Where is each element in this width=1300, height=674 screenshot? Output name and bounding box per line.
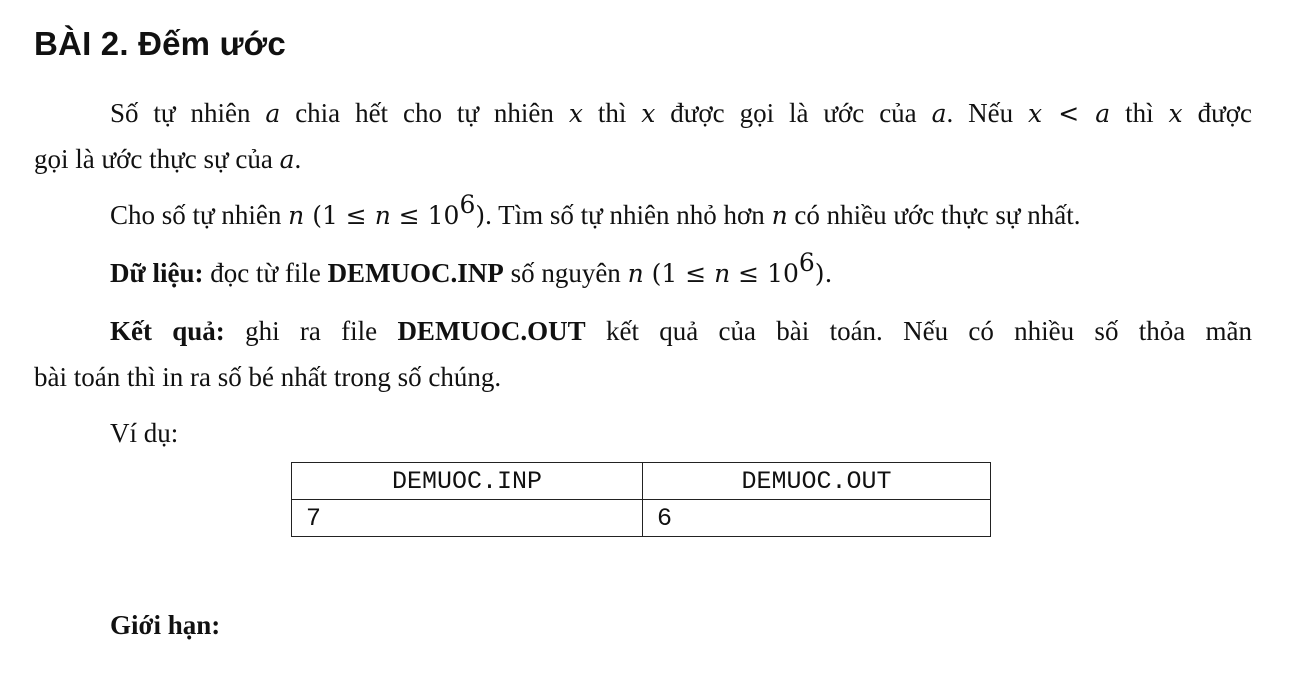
math-constraint: ) — [475, 201, 486, 230]
text: . Tìm số tự nhiên nhỏ hơn — [485, 200, 772, 230]
table-header-row — [292, 463, 991, 500]
definition-line-2 — [34, 134, 301, 185]
text: . — [294, 144, 302, 174]
math-var: n — [714, 259, 731, 288]
output-filename: DEMUOC.OUT — [397, 316, 586, 346]
table-header-output: DEMUOC.OUT — [643, 463, 991, 500]
text: Số tự nhiên — [110, 98, 266, 128]
math-var: n — [288, 201, 305, 230]
math-constraint: (1 ≤ — [304, 201, 375, 230]
math-var: x — [641, 99, 656, 128]
example-label: Ví dụ: — [110, 418, 179, 448]
math-exponent: 6 — [459, 190, 476, 219]
math-var: n — [771, 201, 788, 230]
math-var: x — [1168, 99, 1183, 128]
definition-line-1 — [110, 88, 1252, 139]
text: được gọi là ước của — [655, 98, 932, 128]
output-spec-line-1 — [110, 306, 1252, 356]
text: chia hết cho tự nhiên — [280, 98, 569, 128]
limits-heading — [110, 600, 220, 650]
output-spec-line-2: bài toán thì in ra số bé nhất trong số chúng. — [34, 362, 502, 392]
table-cell-output: 6 — [643, 500, 991, 537]
task-statement — [110, 190, 1081, 241]
text: Cho số tự nhiên — [110, 200, 289, 230]
math-constraint: ). — [814, 259, 833, 288]
input-filename: DEMUOC.INP — [327, 258, 504, 288]
example-table — [291, 462, 991, 537]
math-var: x — [568, 99, 583, 128]
limits-label: Giới hạn: — [110, 610, 221, 640]
text: ghi ra file — [224, 316, 398, 346]
math-inequality: x < a — [1028, 99, 1111, 128]
math-var: a — [265, 99, 281, 128]
math-exponent: 6 — [798, 248, 815, 277]
math-var: n — [374, 201, 391, 230]
text: kết quả của bài toán. Nếu có nhiều số thỏa mãn — [585, 316, 1252, 346]
math-constraint: (1 ≤ — [643, 259, 715, 288]
text: thì — [1110, 98, 1169, 128]
math-constraint: ≤ 10 — [730, 259, 799, 288]
text: số nguyên — [503, 258, 628, 288]
text: đọc từ file — [203, 258, 328, 288]
text: được — [1182, 98, 1252, 128]
output-label: Kết quả: — [110, 316, 225, 346]
text: thì — [582, 98, 642, 128]
table-header-input: DEMUOC.INP — [292, 463, 643, 500]
text: . Nếu — [946, 98, 1029, 128]
text: gọi là ước thực sự của — [34, 144, 280, 174]
problem-title: BÀI 2. Đếm ước — [34, 25, 286, 62]
math-var: a — [931, 99, 947, 128]
text: có nhiều ước thực sự nhất. — [787, 200, 1081, 230]
table-cell-input: 7 — [292, 500, 643, 537]
input-spec — [110, 248, 833, 299]
table-row — [292, 500, 991, 537]
math-var: n — [627, 259, 644, 288]
math-var: a — [279, 145, 295, 174]
math-constraint: ≤ 10 — [390, 201, 460, 230]
input-label: Dữ liệu: — [110, 258, 204, 288]
